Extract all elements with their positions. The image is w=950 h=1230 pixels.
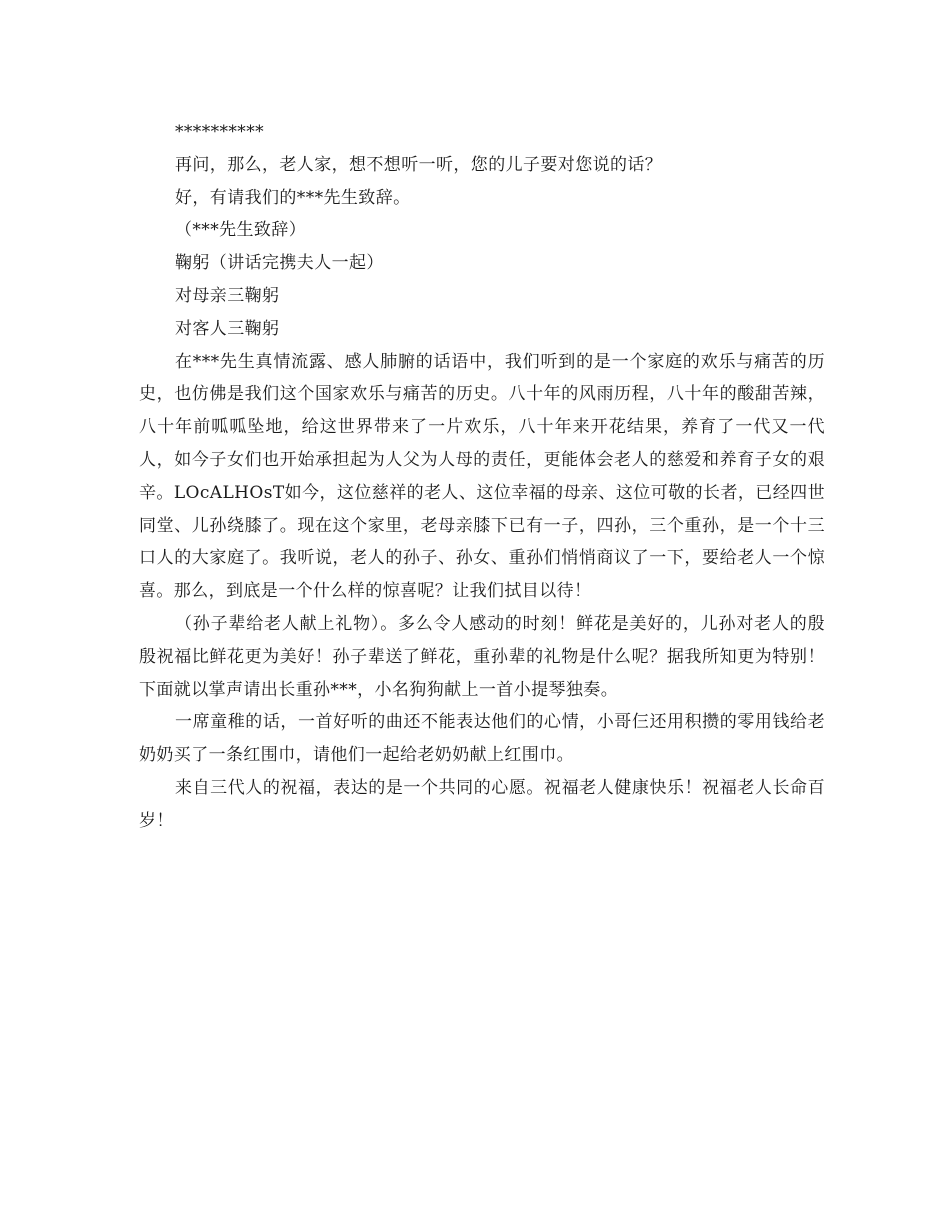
- paragraph: 来自三代人的祝福，表达的是一个共同的心愿。祝福老人健康快乐！祝福老人长命百岁！: [139, 777, 825, 831]
- paragraph: （孙子辈给老人献上礼物）。多么令人感动的时刻！鲜花是美好的，儿孙对老人的殷殷祝福比鲜花更为美好！孙子辈送了鲜花，重孙辈的礼物是什么呢？据我所知更为特别！下面就以掌声请出长重孙***，小名狗狗献上一首小提琴独奏。: [139, 613, 825, 700]
- text-line: 对母亲三鞠躬: [175, 285, 280, 306]
- text-line: （***先生致辞）: [175, 220, 307, 241]
- text-line: 好，有请我们的***先生致辞。: [175, 187, 411, 208]
- text-line: 再问，那么，老人家，想不想听一听，您的儿子要对您说的话？: [175, 154, 663, 175]
- separator-asterisks: **********: [175, 122, 264, 142]
- paragraph: 一席童稚的话，一首好听的曲还不能表达他们的心情，小哥仨还用积攒的零用钱给老奶奶买了一条红围巾，请他们一起给老奶奶献上红围巾。: [139, 712, 825, 766]
- text-line: 对客人三鞠躬: [175, 318, 280, 339]
- paragraph: 在***先生真情流露、感人肺腑的话语中，我们听到的是一个家庭的欢乐与痛苦的历史，也仿佛是我们这个国家欢乐与痛苦的历史。八十年的风雨历程，八十年的酸甜苦辣，八十年前呱呱坠地，给这世界带来了一片欢乐，八十年来开花结果，养育了一代又一代人，如今子女们也开始承担起为人父为人母的责任，更能体会老人的慈爱和养育子女的艰辛。LOcALHOsT如今，这位慈祥的老人、这位幸福的母亲、这位可敬的长者，已经四世同堂、儿孙绕膝了。现在这个家里，老母亲膝下已有一子，四孙，三个重孙，是一个十三口人的大家庭了。我听说，老人的孙子、孙女、重孙们悄悄商议了一下，要给老人一个惊喜。那么，到底是一个什么样的惊喜呢？让我们拭目以待！: [139, 351, 825, 602]
- document-body: [139, 116, 825, 838]
- text-line: 鞠躬（讲话完携夫人一起）: [175, 253, 384, 274]
